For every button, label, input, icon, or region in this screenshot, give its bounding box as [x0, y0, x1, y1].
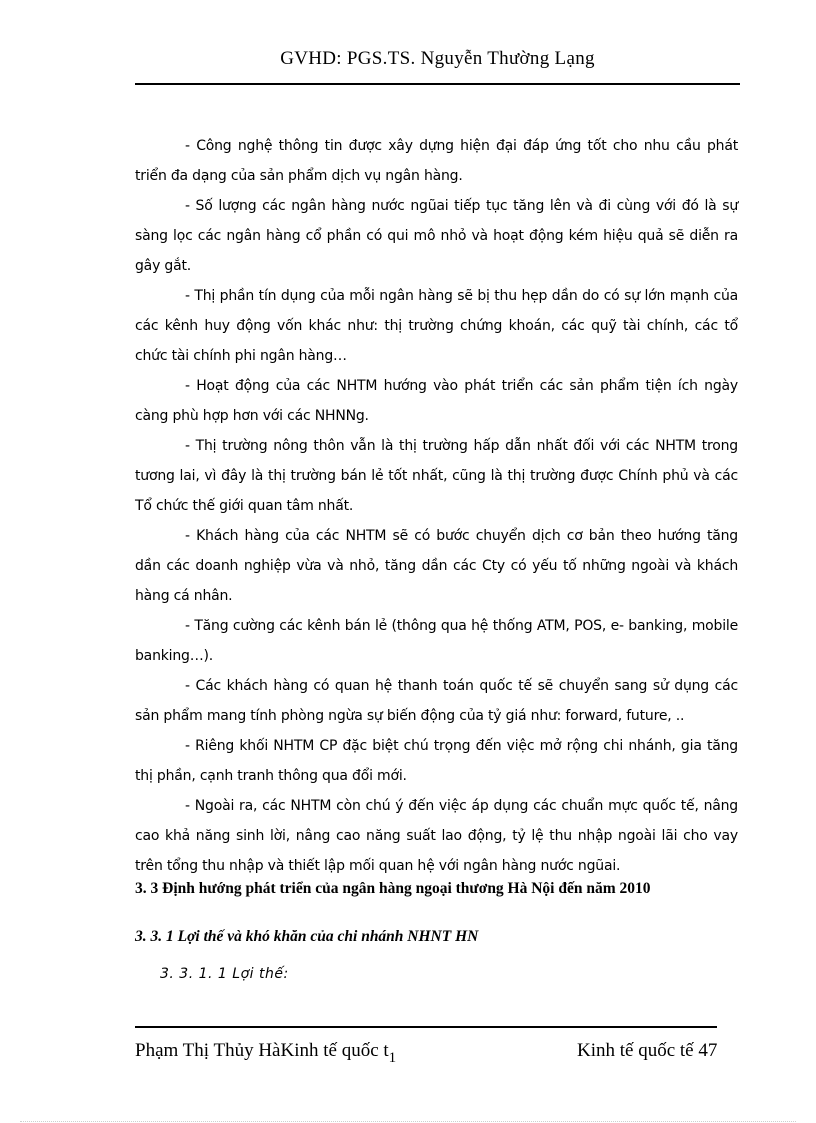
- footer-author-text: Phạm Thị Thủy HàKinh tế quốc t: [135, 1040, 389, 1061]
- subsubsection-heading: 3. 3. 1. 1 Lợi thế:: [160, 966, 289, 982]
- paragraph: - Riêng khối NHTM CP đặc biệt chú trọng đến việc mở rộng chi nhánh, gia tăng thị phần, cạnh tranh thông qua đổi mới.: [135, 738, 738, 784]
- paragraph: - Thị trường nông thôn vẫn là thị trường hấp dẫn nhất đối với các NHTM trong tương lai, vì đây là thị trường bán lẻ tốt nhất, cũng là thị trường được Chính phủ và các Tổ chức thế giới quan tâm nhất.: [135, 438, 738, 514]
- paragraph: - Hoạt động của các NHTM hướng vào phát triển các sản phẩm tiện ích ngày càng phù hợp hơn với các NHNNg.: [135, 378, 738, 424]
- footer-author-subscript: 1: [388, 1050, 397, 1066]
- paragraph: - Thị phần tín dụng của mỗi ngân hàng sẽ bị thu hẹp dần do có sự lớn mạnh của các kênh huy động vốn khác như: thị trường chứng khoán, các quỹ tài chính, các tổ chức tài chính phi ngân hàng…: [135, 288, 738, 364]
- paragraph: - Công nghệ thông tin được xây dựng hiện đại đáp ứng tốt cho nhu cầu phát triển đa dạng của sản phẩm dịch vụ ngân hàng.: [135, 138, 738, 184]
- page-edge-divider: [20, 1121, 796, 1122]
- paragraph: - Khách hàng của các NHTM sẽ có bước chuyển dịch cơ bản theo hướng tăng dần các doanh nghiệp vừa và nhỏ, tăng dần các Cty có yếu tố những ngoài và khách hàng cá nhân.: [135, 528, 738, 604]
- footer-page-number: Kinh tế quốc tế 47: [577, 1040, 718, 1061]
- header-rule: [135, 83, 740, 85]
- paragraph: - Số lượng các ngân hàng nước ngũai tiếp tục tăng lên và đi cùng với đó là sự sàng lọc các ngân hàng cổ phần có qui mô nhỏ và hoạt động kém hiệu quả sẽ diễn ra gây gắt.: [135, 198, 738, 274]
- body-text: [135, 131, 738, 881]
- paragraph: - Tăng cường các kênh bán lẻ (thông qua hệ thống ATM, POS, e- banking, mobile banking…).: [135, 618, 738, 664]
- footer-rule: [135, 1026, 717, 1028]
- paragraph: - Các khách hàng có quan hệ thanh toán quốc tế sẽ chuyển sang sử dụng các sản phẩm mang tính phòng ngừa sự biến động của tỷ giá như: forward, future, ..: [135, 678, 738, 724]
- section-heading: 3. 3 Định hướng phát triển của ngân hàng ngoại thương Hà Nội đến năm 2010: [135, 880, 651, 897]
- subsection-heading: 3. 3. 1 Lợi thế và khó khăn của chi nhánh NHNT HN: [135, 928, 479, 945]
- page-header: GVHD: PGS.TS. Nguyễn Thường Lạng: [280, 48, 595, 69]
- paragraph: - Ngoài ra, các NHTM còn chú ý đến việc áp dụng các chuẩn mực quốc tế, nâng cao khả năng sinh lời, nâng cao năng suất lao động, tỷ lệ thu nhập ngoài lãi cho vay trên tổng thu nhập và thiết lập mối quan hệ với ngân hàng nước ngũai.: [135, 798, 738, 874]
- footer-author: [135, 1040, 396, 1067]
